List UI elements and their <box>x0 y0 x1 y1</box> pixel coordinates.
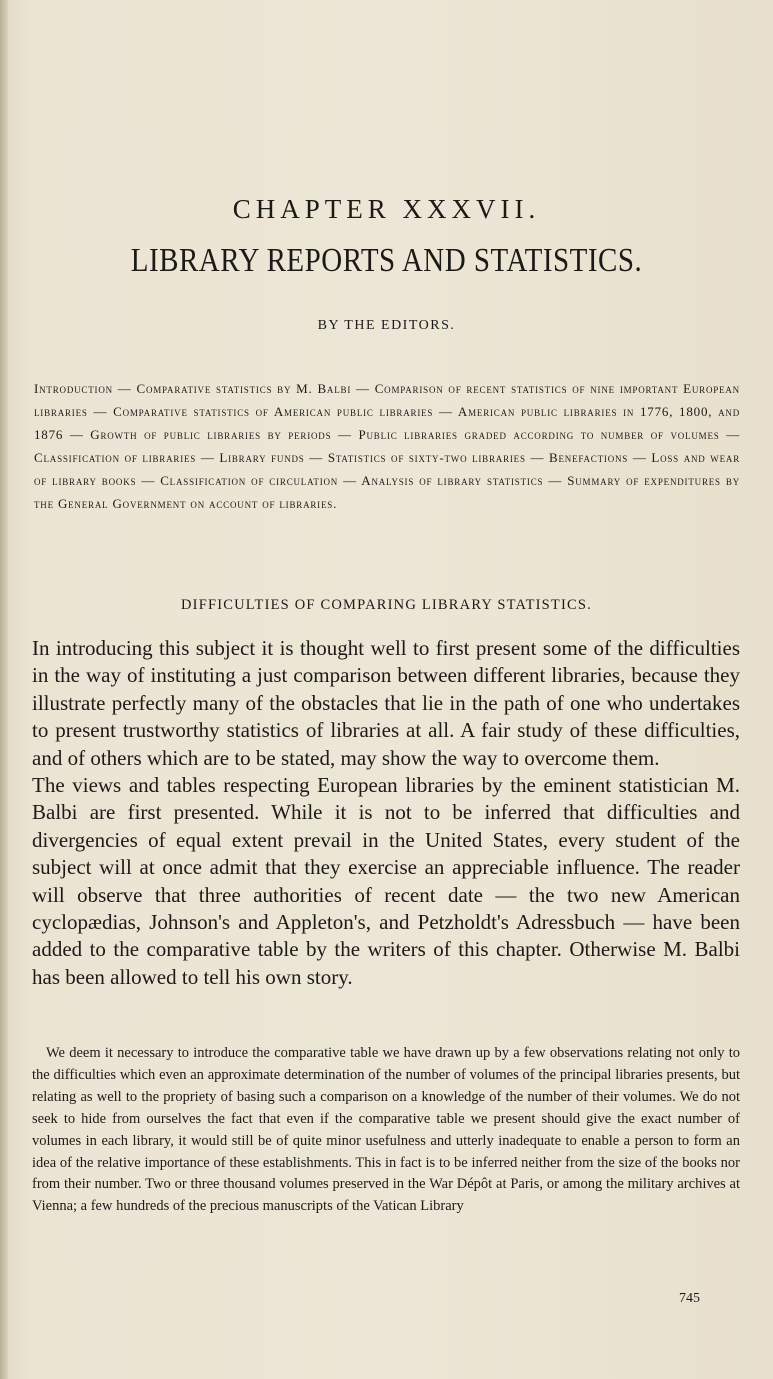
body-text <box>32 635 740 991</box>
chapter-number: CHAPTER XXXVII. <box>232 194 541 224</box>
chapter-byline: BY THE EDITORS. <box>317 318 456 333</box>
quoted-passage <box>32 1043 740 1218</box>
body-paragraph-1: In introducing this subject it is thought well to first present some of the difficulties in the way of instituting a just comparison between different libraries, because they illustrate perfectly many of the obstacles that lie in the path of one who undertakes to present trustworthy statistics of libraries at all. A fair study of these difficulties, and of others which are to be stated, may show the way to overcome them. <box>32 636 740 770</box>
chapter-title: LIBRARY REPORTS AND STATISTICS. <box>130 242 643 279</box>
chapter-synopsis: Introduction — Comparative statistics by M. Balbi — Comparison of recent statistics of nine important European libraries — Comparative statistics of American public libraries — American public libraries in 1776, 1800, and 1876 — Growth of public libraries by periods — Public libraries graded according to number of volumes — Classification of libraries — Library funds — Statistics of sixty-two libraries — Benefactions — Loss and wear of library books — Classification of circulation — Analysis of library statistics — Summary of expenditures by the General Government on account of libraries. <box>34 381 740 511</box>
quoted-paragraph: We deem it necessary to introduce the comparative table we have drawn up by a few observations relating not only to the difficulties which even an approximate determination of the number of volumes of the principal libraries presents, but relating as well to the propriety of basing such a comparison on a knowledge of the number of their volumes. We do not seek to hide from ourselves the fact that even if the comparative table we present should give the exact number of volumes in each library, it would still be of quite minor usefulness and utterly inadequate to enable a person to form an idea of the relative importance of these establishments. This in fact is to be inferred neither from the size of the books nor from their number. Two or three thousand volumes preserved in the War Dépôt at Paris, or among the military archives at Vienna; a few hundreds of the precious manuscripts of the Vatican Library <box>32 1045 740 1215</box>
section-heading: DIFFICULTIES OF COMPARING LIBRARY STATISTICS. <box>181 597 592 613</box>
body-paragraph-2: The views and tables respecting European libraries by the eminent statistician M. Balbi are first presented. While it is not to be inferred that difficulties and divergencies of equal extent prevail in the United States, every student of the subject will at once admit that they exercise an appreciable influence. The reader will observe that three authorities of recent date — the two new American cyclopædias, Johnson's and Appleton's, and Petzholdt's Adressbuch — have been added to the comparative table by the writers of this chapter. Otherwise M. Balbi has been allowed to tell his own story. <box>32 773 740 989</box>
page-number: 745 <box>679 1291 700 1306</box>
